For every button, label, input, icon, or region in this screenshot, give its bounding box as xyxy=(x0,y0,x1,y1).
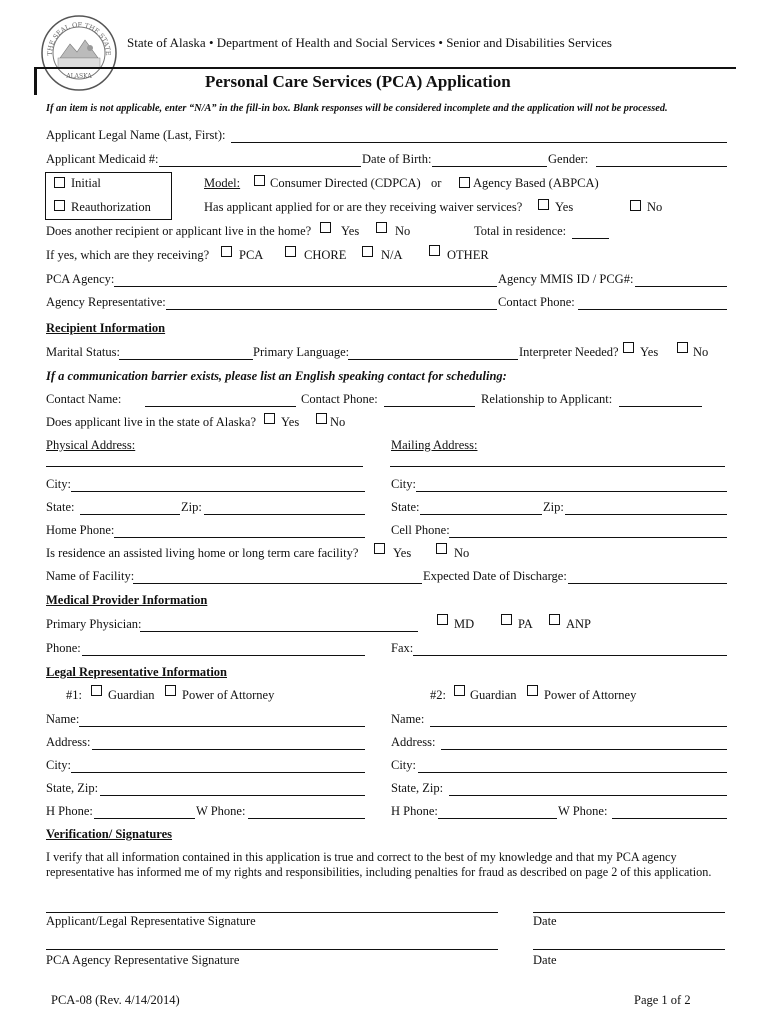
rep2-poa-checkbox[interactable] xyxy=(527,685,538,696)
rep1-city-label: City: xyxy=(46,758,72,772)
facility-label: Name of Facility: xyxy=(46,569,135,583)
mailing-zip-field[interactable] xyxy=(565,514,727,515)
seal-bottom-text: ALASKA xyxy=(66,73,92,80)
mmis-label: Agency MMIS ID / PCG#: xyxy=(498,272,634,286)
barrier-instruction: If a communication barrier exists, please list an English speaking contact for scheduling: xyxy=(46,369,507,383)
agency-line: State of Alaska • Department of Health and Social Services • Senior and Disabilities Services xyxy=(127,35,612,50)
recipient-heading: Recipient Information xyxy=(46,321,166,335)
rep2-name-field[interactable] xyxy=(430,726,727,727)
marital-label: Marital Status: xyxy=(46,345,120,359)
rep2-city-field[interactable] xyxy=(418,772,727,773)
rep1-state-zip-field[interactable] xyxy=(100,795,365,796)
another-recipient-question: Does another recipient or applicant live in the home? xyxy=(46,224,312,238)
rep2-h-phone-field[interactable] xyxy=(438,818,557,819)
total-residence-field[interactable] xyxy=(572,238,609,239)
cell-phone-field[interactable] xyxy=(449,537,727,538)
physical-zip-label: Zip: xyxy=(181,500,202,514)
assisted-no-checkbox[interactable] xyxy=(436,543,447,554)
another-yes-checkbox[interactable] xyxy=(320,222,331,233)
rep2-state-zip-field[interactable] xyxy=(449,795,727,796)
language-field[interactable] xyxy=(348,359,518,360)
agency-contact-phone-label: Contact Phone: xyxy=(498,295,575,309)
pca-agency-label: PCA Agency: xyxy=(46,272,115,286)
na-checkbox[interactable] xyxy=(362,246,373,257)
waiver-no-label: No xyxy=(647,200,663,214)
physician-field[interactable] xyxy=(140,631,418,632)
facility-field[interactable] xyxy=(133,583,422,584)
interpreter-yes-checkbox[interactable] xyxy=(623,342,634,353)
fax-field[interactable] xyxy=(413,655,727,656)
md-label: MD xyxy=(454,617,475,631)
another-no-checkbox[interactable] xyxy=(376,222,387,233)
mailing-state-label: State: xyxy=(391,500,420,514)
assisted-yes-checkbox[interactable] xyxy=(374,543,385,554)
physician-label: Primary Physician: xyxy=(46,617,142,631)
anp-checkbox[interactable] xyxy=(549,614,560,625)
abpca-checkbox[interactable] xyxy=(459,177,470,188)
discharge-field[interactable] xyxy=(568,583,727,584)
legal-name-field[interactable] xyxy=(231,142,727,143)
waiver-no-checkbox[interactable] xyxy=(630,200,641,211)
mailing-zip-label: Zip: xyxy=(543,500,564,514)
other-checkbox[interactable] xyxy=(429,245,440,256)
contact-name-label: Contact Name: xyxy=(46,392,122,406)
waiver-yes-checkbox[interactable] xyxy=(538,199,549,210)
anp-label: ANP xyxy=(566,617,592,631)
abpca-label: Agency Based (ABPCA) xyxy=(473,176,599,190)
rep1-address-label: Address: xyxy=(46,735,91,749)
rep2-guardian-label: Guardian xyxy=(470,688,517,702)
na-label: N/A xyxy=(381,248,403,262)
medical-phone-label: Phone: xyxy=(46,641,81,655)
physical-address-field[interactable] xyxy=(46,466,363,467)
legal-name-label: Applicant Legal Name (Last, First): xyxy=(46,128,226,142)
dob-label: Date of Birth: xyxy=(362,152,432,166)
rep1-w-phone-field[interactable] xyxy=(248,818,365,819)
scheduling-contact-phone-label: Contact Phone: xyxy=(301,392,378,406)
another-no-label: No xyxy=(395,224,411,238)
pca-label: PCA xyxy=(239,248,264,262)
rep1-city-field[interactable] xyxy=(71,772,365,773)
physical-state-field[interactable] xyxy=(80,514,180,515)
rep1-guardian-checkbox[interactable] xyxy=(91,685,102,696)
interpreter-no-label: No xyxy=(693,345,709,359)
physical-zip-field[interactable] xyxy=(204,514,365,515)
home-phone-field[interactable] xyxy=(114,537,365,538)
chore-checkbox[interactable] xyxy=(285,246,296,257)
mailing-state-field[interactable] xyxy=(420,514,542,515)
reauthorization-checkbox[interactable] xyxy=(54,200,65,211)
assisted-yes-label: Yes xyxy=(393,546,412,560)
rep2-poa-label: Power of Attorney xyxy=(544,688,637,702)
scheduling-contact-phone-field[interactable] xyxy=(384,406,475,407)
legal-heading: Legal Representative Information xyxy=(46,665,227,679)
rep1-poa-checkbox[interactable] xyxy=(165,685,176,696)
assisted-no-label: No xyxy=(454,546,470,560)
cell-phone-label: Cell Phone: xyxy=(391,523,450,537)
agency-signature-field[interactable] xyxy=(46,949,498,950)
if-yes-label: If yes, which are they receiving? xyxy=(46,248,210,262)
model-label: Model: xyxy=(204,176,241,190)
agency-rep-field[interactable] xyxy=(166,309,497,310)
verification-line-1: I verify that all information contained in this application is true and correct to the best of my knowledge and that my PCA agency xyxy=(46,850,677,864)
medical-heading: Medical Provider Information xyxy=(46,593,208,607)
agency-rep-label: Agency Representative: xyxy=(46,295,166,309)
rep1-h-phone-field[interactable] xyxy=(94,818,195,819)
rep1-w-phone-label: W Phone: xyxy=(196,804,246,818)
reauthorization-label: Reauthorization xyxy=(71,200,151,214)
md-checkbox[interactable] xyxy=(437,614,448,625)
pa-checkbox[interactable] xyxy=(501,614,512,625)
cdpca-label: Consumer Directed (CDPCA) xyxy=(270,176,421,190)
medicaid-label: Applicant Medicaid #: xyxy=(46,152,159,166)
chore-label: CHORE xyxy=(304,248,347,262)
rep1-name-field[interactable] xyxy=(79,726,365,727)
rep1-state-zip-label: State, Zip: xyxy=(46,781,99,795)
gender-field[interactable] xyxy=(596,166,727,167)
agency-signature-label: PCA Agency Representative Signature xyxy=(46,953,240,967)
alaska-question: Does applicant live in the state of Alaska? xyxy=(46,415,257,429)
agency-date-field[interactable] xyxy=(533,949,725,950)
alaska-no-checkbox[interactable] xyxy=(316,413,327,424)
physical-address-label: Physical Address: xyxy=(46,438,136,452)
contact-name-field[interactable] xyxy=(145,406,296,407)
initial-label: Initial xyxy=(71,176,101,190)
page-number: Page 1 of 2 xyxy=(634,993,691,1007)
initial-checkbox[interactable] xyxy=(54,177,65,188)
seal-top-text: THE SEAL OF THE STATE xyxy=(45,20,113,56)
rep1-number: #1: xyxy=(66,688,82,702)
waiver-question: Has applicant applied for or are they receiving waiver services? xyxy=(204,200,523,214)
medicaid-field[interactable] xyxy=(159,166,361,167)
pa-label: PA xyxy=(518,617,533,631)
medical-phone-field[interactable] xyxy=(82,655,365,656)
page-title: Personal Care Services (PCA) Application xyxy=(205,72,511,91)
or-label: or xyxy=(431,176,442,190)
interpreter-label: Interpreter Needed? xyxy=(519,345,619,359)
gender-label: Gender: xyxy=(548,152,589,166)
dob-field[interactable] xyxy=(432,166,547,167)
rep2-number: #2: xyxy=(430,688,446,702)
instruction-text: If an item is not applicable, enter “N/A” in the fill-in box. Blank responses will be considered incomplete and the application will not be processed. xyxy=(46,103,668,114)
physical-city-label: City: xyxy=(46,477,72,491)
interpreter-no-checkbox[interactable] xyxy=(677,342,688,353)
pca-checkbox[interactable] xyxy=(221,246,232,257)
mailing-address-label: Mailing Address: xyxy=(391,438,478,452)
discharge-label: Expected Date of Discharge: xyxy=(423,569,567,583)
rep2-state-zip-label: State, Zip: xyxy=(391,781,444,795)
alaska-yes-label: Yes xyxy=(281,415,300,429)
mailing-address-field[interactable] xyxy=(390,466,725,467)
mmis-field[interactable] xyxy=(635,286,727,287)
rep2-h-phone-label: H Phone: xyxy=(391,804,438,818)
rep2-address-label: Address: xyxy=(391,735,436,749)
total-residence-label: Total in residence: xyxy=(474,224,567,238)
mailing-city-label: City: xyxy=(391,477,417,491)
assisted-living-question: Is residence an assisted living home or long term care facility? xyxy=(46,546,359,560)
relationship-field[interactable] xyxy=(619,406,702,407)
rep2-w-phone-field[interactable] xyxy=(612,818,727,819)
rep2-address-field[interactable] xyxy=(441,749,727,750)
rep2-w-phone-label: W Phone: xyxy=(558,804,608,818)
alaska-yes-checkbox[interactable] xyxy=(264,413,275,424)
applicant-signature-field[interactable] xyxy=(46,912,498,913)
mailing-city-field[interactable] xyxy=(416,491,727,492)
alaska-no-label: No xyxy=(330,415,346,429)
rep1-poa-label: Power of Attorney xyxy=(182,688,275,702)
other-label: OTHER xyxy=(447,248,489,262)
agency-date-label: Date xyxy=(533,953,557,967)
rep2-guardian-checkbox[interactable] xyxy=(454,685,465,696)
rep2-name-label: Name: xyxy=(391,712,425,726)
applicant-date-label: Date xyxy=(533,914,557,928)
waiver-yes-label: Yes xyxy=(555,200,574,214)
applicant-signature-label: Applicant/Legal Representative Signature xyxy=(46,914,256,928)
fax-label: Fax: xyxy=(391,641,414,655)
relationship-label: Relationship to Applicant: xyxy=(481,392,613,406)
applicant-date-field[interactable] xyxy=(533,912,725,913)
interpreter-yes-label: Yes xyxy=(640,345,659,359)
physical-city-field[interactable] xyxy=(71,491,365,492)
language-label: Primary Language: xyxy=(253,345,350,359)
verification-heading: Verification/ Signatures xyxy=(46,827,173,841)
rep1-h-phone-label: H Phone: xyxy=(46,804,93,818)
cdpca-checkbox[interactable] xyxy=(254,175,265,186)
home-phone-label: Home Phone: xyxy=(46,523,115,537)
rep1-address-field[interactable] xyxy=(92,749,365,750)
rep1-name-label: Name: xyxy=(46,712,80,726)
another-yes-label: Yes xyxy=(341,224,360,238)
agency-contact-phone-field[interactable] xyxy=(578,309,727,310)
rep2-city-label: City: xyxy=(391,758,417,772)
marital-field[interactable] xyxy=(119,359,253,360)
physical-state-label: State: xyxy=(46,500,75,514)
verification-line-2: representative has informed me of my rights and responsibilities, including penalties for fraud as described on page 2 of this application. xyxy=(46,865,712,879)
pca-agency-field[interactable] xyxy=(114,286,497,287)
form-id: PCA-08 (Rev. 4/14/2014) xyxy=(51,993,180,1007)
rep1-guardian-label: Guardian xyxy=(108,688,155,702)
